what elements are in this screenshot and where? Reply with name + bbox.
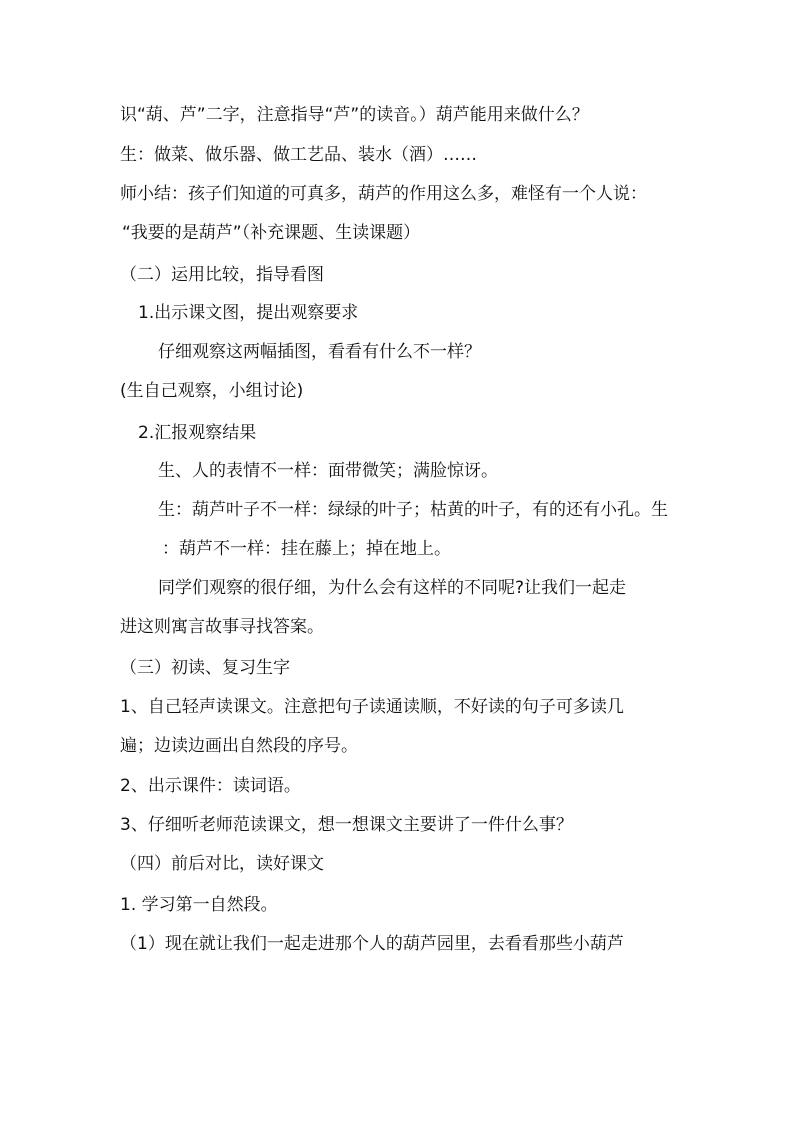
text-line-19: 3、仔细听老师范读课文，想一想课文主要讲了一件什么事？ bbox=[120, 815, 573, 835]
text-line-8: (生自己观察，小组讨论) bbox=[120, 381, 304, 401]
text-line-7: 仔细观察这两幅插图，看看有什么不一样？ bbox=[158, 342, 481, 362]
subheading-1: 1.出示课文图，提出观察要求 bbox=[138, 303, 359, 323]
section-heading-3: （三）初读、复习生字 bbox=[120, 658, 290, 678]
text-line-1: 识“葫、芦”二字，注意指导“芦”的读音。）葫芦能用来做什么？ bbox=[120, 105, 589, 125]
text-line-3: 师小结：孩子们知道的可真多，葫芦的作用这么多，难怪有一个人说： bbox=[120, 184, 647, 204]
text-line-4: “我要的是葫芦”（补充课题、生读课题） bbox=[122, 223, 421, 243]
text-line-12: ：葫芦不一样：挂在藤上；掉在地上。 bbox=[162, 539, 451, 559]
text-line-22: （1）现在就让我们一起走进那个人的葫芦园里，去看看那些小葫芦 bbox=[120, 934, 624, 954]
text-line-21: 1. 学习第一自然段。 bbox=[120, 895, 278, 915]
text-line-13: 同学们观察的很仔细，为什么会有这样的不同呢?让我们一起走 bbox=[158, 578, 627, 598]
subheading-2: 2.汇报观察结果 bbox=[138, 423, 257, 443]
text-line-17: 遍；边读边画出自然段的序号。 bbox=[120, 736, 358, 756]
text-line-2: 生：做菜、做乐器、做工艺品、装水（酒）…… bbox=[120, 145, 477, 165]
section-heading-4: （四）前后对比，读好课文 bbox=[120, 854, 324, 874]
text-line-18: 2、出示课件：读词语。 bbox=[120, 776, 301, 796]
text-line-10: 生、人的表情不一样：面带微笑；满脸惊讶。 bbox=[158, 461, 498, 481]
text-line-11: 生：葫芦叶子不一样：绿绿的叶子；枯黄的叶子，有的还有小孔。生 bbox=[158, 500, 668, 520]
text-line-16: 1、自己轻声读课文。注意把句子读通读顺，不好读的句子可多读几 bbox=[120, 697, 624, 717]
text-line-14: 进这则寓言故事寻找答案。 bbox=[120, 617, 324, 637]
section-heading-2: （二）运用比较，指导看图 bbox=[120, 265, 324, 285]
